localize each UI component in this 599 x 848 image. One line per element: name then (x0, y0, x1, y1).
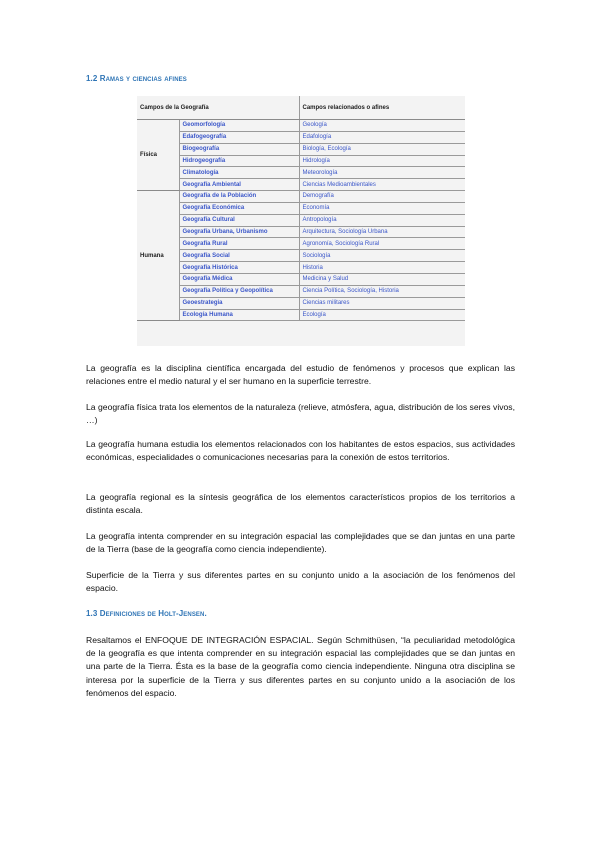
geography-field-link[interactable]: Geografía Urbana, Urbanismo (179, 226, 299, 238)
table-row (137, 297, 465, 309)
group-label: Física (137, 120, 179, 191)
fields-table (137, 96, 465, 321)
header-related-fields: Campos relacionados o afines (299, 96, 465, 120)
paragraph-schmithusen-quote: Resaltamos el ENFOQUE DE INTEGRACIÓN ESPACIAL. Según Schmithüsen, “la peculiaridad metodológica de la geografía es que intenta comprender en su integración espacial las complejidades que se dan juntas en una parte de la Tierra. Ésta es la base de la geografía como ciencia independiente. Ninguna otra disciplina se interesa por la superficie de la Tierra y sus diferentes partes en su conjunto unido a la asociación de los fenómenos del espacio. (86, 635, 515, 698)
geography-field-link[interactable]: Geomorfología (179, 120, 299, 132)
header-geography-fields: Campos de la Geografía (137, 96, 299, 120)
paragraph-definition: La geografía es la disciplina científica encargada del estudio de fenómenos y procesos que explican las relaciones entre el medio natural y el ser humano en la superficie terrestre. (86, 363, 515, 387)
geography-field-link[interactable]: Geografía Cultural (179, 214, 299, 226)
related-field-link[interactable]: Historia (299, 262, 465, 274)
table-row (137, 202, 465, 214)
paragraph-regional-geography: La geografía regional es la síntesis geográfica de los elementos característicos propios de los territorios a distinta escala. (86, 492, 515, 516)
geography-field-link[interactable]: Geografía Social (179, 250, 299, 262)
related-field-link[interactable]: Arquitectura, Sociología Urbana (299, 226, 465, 238)
geography-field-link[interactable]: Biogeografía (179, 143, 299, 155)
paragraph-spatial-integration: La geografía intenta comprender en su integración espacial las complejidades que se dan juntas en una parte de la Tierra (base de la geografía como ciencia independiente). (86, 531, 515, 555)
geography-field-link[interactable]: Geografía de la Población (179, 191, 299, 203)
related-field-link[interactable]: Geología (299, 120, 465, 132)
related-field-link[interactable]: Ecología (299, 309, 465, 321)
geography-field-link[interactable]: Edafogeografía (179, 131, 299, 143)
geography-field-link[interactable]: Geografía Médica (179, 273, 299, 285)
related-field-link[interactable]: Ciencias Medioambientales (299, 179, 465, 191)
geography-field-link[interactable]: Geografía Ambiental (179, 179, 299, 191)
table-row (137, 120, 465, 132)
table-header-row (137, 96, 465, 120)
table-row (137, 250, 465, 262)
table-row (137, 273, 465, 285)
related-field-link[interactable]: Medicina y Salud (299, 273, 465, 285)
table-row (137, 131, 465, 143)
geography-fields-table (137, 96, 465, 346)
table-row (137, 238, 465, 250)
table-row (137, 262, 465, 274)
table-row (137, 167, 465, 179)
group-label: Humana (137, 191, 179, 321)
geography-field-link[interactable]: Ecología Humana (179, 309, 299, 321)
related-field-link[interactable]: Demografía (299, 191, 465, 203)
geography-field-link[interactable]: Geoestrategia (179, 297, 299, 309)
section-title: Ramas y ciencias afines (99, 74, 187, 83)
table-row (137, 309, 465, 321)
related-field-link[interactable]: Biología, Ecología (299, 143, 465, 155)
section-number: 1.3 (86, 609, 98, 618)
geography-field-link[interactable]: Geografía Política y Geopolítica (179, 285, 299, 297)
related-field-link[interactable]: Ciencia Política, Sociología, Historia (299, 285, 465, 297)
geography-field-link[interactable]: Geografía Económica (179, 202, 299, 214)
geography-field-link[interactable]: Climatología (179, 167, 299, 179)
related-field-link[interactable]: Agronomía, Sociología Rural (299, 238, 465, 250)
section-heading-1-3 (86, 609, 207, 618)
related-field-link[interactable]: Ciencias militares (299, 297, 465, 309)
table-row (137, 143, 465, 155)
table-row (137, 285, 465, 297)
related-field-link[interactable]: Economía (299, 202, 465, 214)
table-row (137, 191, 465, 203)
table-row (137, 179, 465, 191)
section-number: 1.2 (86, 74, 98, 83)
geography-field-link[interactable]: Geografía Rural (179, 238, 299, 250)
related-field-link[interactable]: Antropología (299, 214, 465, 226)
geography-field-link[interactable]: Geografía Histórica (179, 262, 299, 274)
table-row (137, 155, 465, 167)
related-field-link[interactable]: Hidrología (299, 155, 465, 167)
related-field-link[interactable]: Edafología (299, 131, 465, 143)
section-title: Definiciones de Holt-Jensen. (99, 609, 207, 618)
geography-field-link[interactable]: Hidrogeografía (179, 155, 299, 167)
related-field-link[interactable]: Meteorología (299, 167, 465, 179)
paragraph-physical-geography: La geografía física trata los elementos de la naturaleza (relieve, atmósfera, agua, distribución de los seres vivos, …) (86, 402, 515, 426)
paragraph-earth-surface: Superficie de la Tierra y sus diferentes partes en su conjunto unido a la asociación de los fenómenos del espacio. (86, 570, 515, 594)
section-heading-1-2 (86, 74, 187, 83)
related-field-link[interactable]: Sociología (299, 250, 465, 262)
paragraph-human-geography: La geografía humana estudia los elementos relacionados con los habitantes de estos espacios, sus actividades económicas, especialidades o comunicaciones necesarias para la conexión de estos territorios. (86, 439, 515, 463)
table-row (137, 226, 465, 238)
table-row (137, 214, 465, 226)
